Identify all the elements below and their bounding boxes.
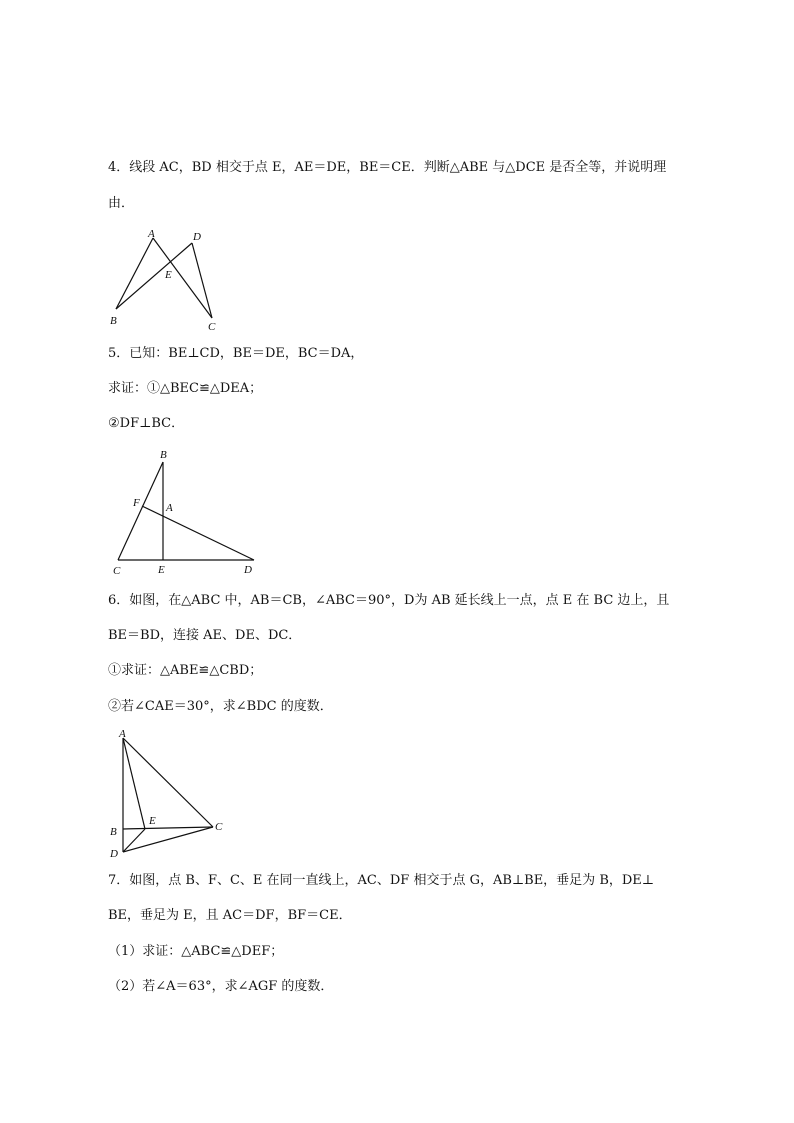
label-B: B <box>110 826 117 838</box>
problem-6-line-3: ①求证：△ABE≌△CBD； <box>108 663 263 678</box>
segment-AB <box>116 238 153 309</box>
label-E: E <box>165 269 172 281</box>
segment-AC <box>123 738 213 827</box>
label-C: C <box>215 821 223 833</box>
problem-6-line-4: ②若∠CAE＝30°，求∠BDC 的度数． <box>108 699 333 714</box>
problem-6-figure <box>105 726 230 862</box>
problem-6-line-2: BE＝BD，连接 AE、DE、DC． <box>108 628 302 643</box>
label-E: E <box>158 564 165 576</box>
label-A: A <box>166 502 173 514</box>
segment-FD <box>142 506 254 560</box>
label-E: E <box>149 815 156 827</box>
segment-AE <box>123 738 145 829</box>
segment-DC <box>123 827 213 852</box>
label-A: A <box>148 228 155 240</box>
problem-4-line-1: 4．线段 AC，BD 相交于点 E，AE＝DE，BE＝CE．判断△ABE 与△DCE 是否全等，并说明理 <box>108 160 667 175</box>
problem-5-line-2: 求证：①△BEC≌△DEA； <box>108 381 263 396</box>
problem-7-line-1: 7．如图，点 B、F、C、E 在同一直线上，AC、DF 相交于点 G，AB⊥BE，垂足为 B，DE⊥ <box>108 873 655 888</box>
label-C: C <box>208 321 216 333</box>
problem-5-figure <box>108 446 263 578</box>
label-A: A <box>119 728 126 740</box>
problem-4-line-2: 由． <box>108 196 135 211</box>
problem-5-line-1: 5．已知：BE⊥CD，BE＝DE，BC＝DA， <box>108 346 364 361</box>
segment-BC <box>123 827 213 829</box>
label-C: C <box>113 565 121 577</box>
problem-4-figure <box>105 226 230 334</box>
problem-6-line-1: 6．如图，在△ABC 中，AB＝CB，∠ABC＝90°，D为 AB 延长线上一点，点 E 在 BC 边上，且 <box>108 593 670 608</box>
label-F: F <box>133 497 140 509</box>
problem-7-line-2: BE，垂足为 E，且 AC＝DF，BF＝CE． <box>108 908 352 923</box>
label-B: B <box>110 315 117 327</box>
segment-BC <box>118 462 163 560</box>
problem-5-line-3: ②DF⊥BC． <box>108 416 185 431</box>
label-D: D <box>193 231 201 243</box>
label-D: D <box>110 848 118 860</box>
segment-AC <box>153 238 212 318</box>
label-D: D <box>244 564 252 576</box>
segment-DC <box>192 243 212 318</box>
problem-7-line-3: （1）求证：△ABC≌△DEF； <box>108 944 284 959</box>
problem-7-line-4: （2）若∠A＝63°，求∠AGF 的度数． <box>108 979 334 994</box>
label-B: B <box>160 449 167 461</box>
